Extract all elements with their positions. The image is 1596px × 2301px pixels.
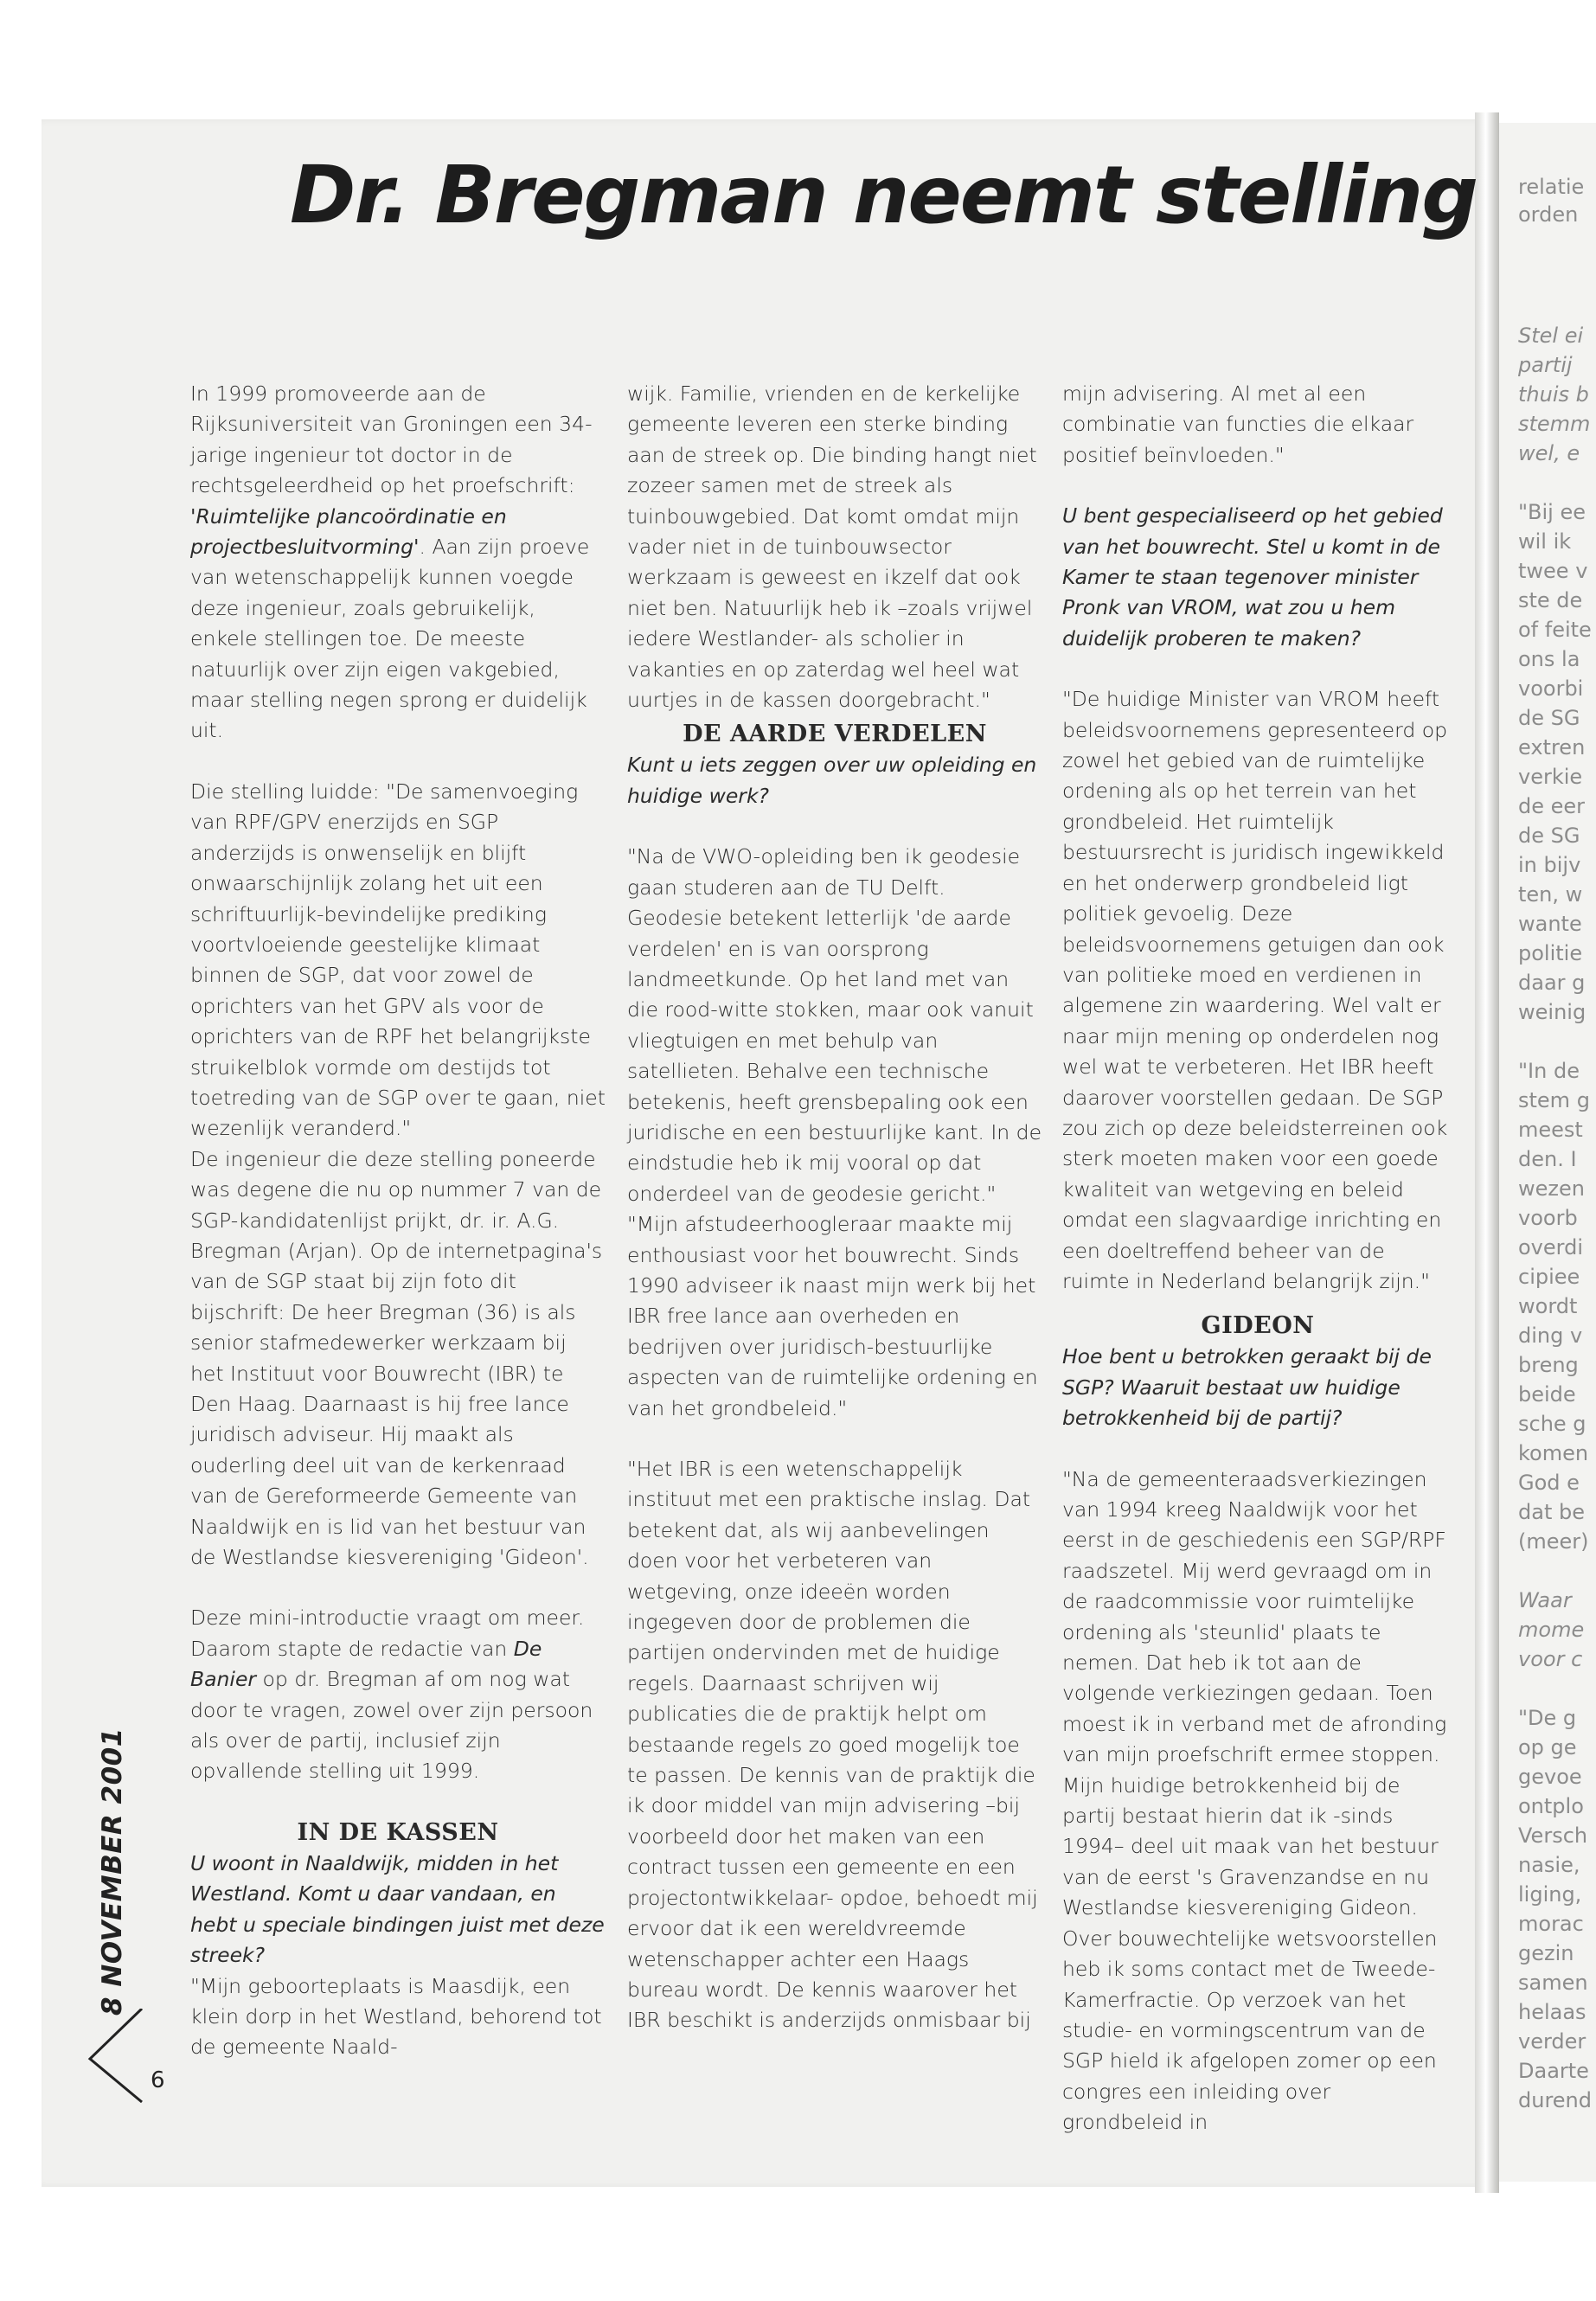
interview-question: Hoe bent u betrokken geraakt bij de SGP? Waaruit bestaat uw huidige betrokkenheid bij de partij? [1062,1344,1432,1431]
next-page-line: twee v [1518,559,1588,583]
body-paragraph: wijk. Familie, vrienden en de kerkelijke gemeente leveren een sterke binding aan de streek op. Die binding hangt niet zozeer samen met de streek als tuinbouwgebied. Dat komt omdat mijn vader niet in de tuinbouwsector werkzaam is geweest en ikzelf dat ook niet ben. Natuurlijk heb ik –zoals vrijwel iedere Westlander- als scholier in vakanties en op zaterdag wel heel wat uurtjes in de kassen doorgebracht." [627,381,1037,713]
next-page-line: op ge [1518,1735,1577,1759]
next-page-line: partij [1518,353,1573,377]
next-page-line: den. I [1518,1147,1577,1171]
text-run: op dr. Bregman af om nog wat door te vragen, zowel over zijn persoon als over de partij, inclusief zijn opvallende stelling uit 1999. [190,1667,593,1784]
next-page-line: breng [1518,1353,1579,1377]
next-page-line: orden [1518,202,1579,227]
next-page-line: gevoe [1518,1765,1582,1789]
next-page-line: liging, [1518,1882,1582,1907]
magazine-name: De Banier [190,1636,542,1692]
next-page-line: thuis b [1518,382,1589,407]
intro-paragraph [190,379,606,747]
body-paragraph: Die stelling luidde: "De samenvoeging van RPF/GPV enerzijds en SGP anderzijds is onwenselijk en blijft onwaarschijnlijk zolang het uit een schriftuurlijk-bevindelijke prediking voortvloeiende geestelijke klimaat binnen de SGP, dat voor zowel de oprichters van het GPV als voor de oprichters van de RPF het belangrijkste struikelblok vormde om destijds tot toetreding van de SGP over te gaan, niet wezenlijk veranderd." [190,779,606,1141]
next-page-line: durend [1518,2088,1592,2112]
page-spine [1475,112,1499,2193]
text-run: Deze mini-introductie vraagt om meer. Daarom stapte de redactie van [190,1606,585,1661]
page-corner-triangle [87,2009,147,2104]
next-page-line: politie [1518,941,1583,965]
interview-question: Kunt u iets zeggen over uw opleiding en huidige werk? [627,753,1037,808]
next-page-line: voorbi [1518,676,1584,701]
next-page-line: komen [1518,1441,1589,1465]
next-page-line: Daarte [1518,2059,1589,2083]
next-page-line: morac [1518,1912,1584,1936]
next-page-line: relatie [1518,175,1585,199]
next-page-line: overdi [1518,1235,1583,1259]
article-column-2 [627,379,1042,2036]
next-page-line: mome [1518,1618,1585,1642]
body-paragraph: "Het IBR is een wetenschappelijk instituut met een praktische inslag. Dat betekent dat, als wij aanbevelingen doen voor het verbeteren van wetgeving, onze ideeën worden ingegeven door de problemen die partijen ondervinden met de huidige regels. Daarnaast schrijven wij publicaties die de praktijk helpt om bestaande regels zo goed mogelijk toe te passen. De kennis van de praktijk die ik door middel van mijn advisering –bij voorbeeld door het maken van een contract tussen een gemeente en een projectontwikkelaar- opdoe, behoedt mij ervoor dat ik een wereldvreemde wetenschapper achter een Haags bureau wordt. De kennis waarover het IBR beschikt is anderzijds onmisbaar bij [627,1457,1038,2033]
next-page-line: ding v [1518,1324,1583,1348]
next-page-line: voorb [1518,1206,1578,1230]
section-heading: IN DE KASSEN [297,1818,499,1846]
body-paragraph: "Mijn geboorteplaats is Maasdijk, een klein dorp in het Westland, behorend tot de gemeente Naald- [190,1973,602,2060]
thesis-title: 'Ruimtelijke plancoördinatie en projectbesluitvorming' [190,503,507,560]
next-page-line: stem g [1518,1088,1590,1112]
text-run: In 1999 promoveerde aan de Rijksuniversiteit van Groningen een 34-jarige ingenieur tot doctor in de rechtsgeleerdheid op het proefschrift: [190,381,593,498]
interview-question: U woont in Naaldwijk, midden in het Westland. Komt u daar vandaan, en hebt u speciale bindingen juist met deze streek? [190,1850,605,1968]
next-page-line: wordt [1518,1294,1578,1318]
next-page-line: ste de [1518,588,1583,612]
next-page-line: gezin [1518,1941,1574,1965]
next-page-line: beide [1518,1382,1576,1407]
interview-question: U bent gespecialiseerd op het gebied van het bouwrecht. Stel u komt in de Kamer te staan tegenover minister Pronk van VROM, wat zou u hem duidelijk proberen te maken? [1062,503,1443,651]
next-page-line: God e [1518,1471,1580,1495]
next-page-line: wel, e [1518,441,1580,465]
next-page-line: meest [1518,1118,1583,1142]
next-page-line: wante [1518,912,1582,936]
body-paragraph: "Na de gemeenteraadsverkiezingen van 1994 kreeg Naaldwijk voor het eerst in de geschiedenis een SGP/RPF raadszetel. Mij werd gevraagd om in de raadcommissie voor ruimtelijke ordening als 'steunlid' plaats te nemen. Dat heb ik tot aan de volgende verkiezingen gedaan. Toen moest ik in verband met de afronding van mijn proefschrift ermee stoppen. Mijn huidige betrokkenheid bij de partij bestaat hierin dat ik -sinds 1994– deel uit maak van het bestuur van de eerst 's Gravenzandse en nu Westlandse kiesvereniging Gideon. Over bouwechtelijke wetsvoorstellen heb ik soms contact met de Tweede-Kamerfractie. Op verzoek van het studie- en vormingscentrum van de SGP hield ik afgelopen zomer op een congres een inleiding over grondbeleid in [1062,1466,1447,2135]
next-page-line: daar g [1518,971,1586,995]
section-heading: GIDEON [1201,1312,1315,1340]
next-page-line: wezen [1518,1176,1585,1201]
next-page-line: samen [1518,1971,1588,1995]
body-paragraph [190,1603,606,1786]
next-page-line: "In de [1518,1059,1580,1083]
next-page-line: (meer) [1518,1529,1589,1554]
next-page-line: cipiee [1518,1265,1580,1289]
next-page-line: "Bij ee [1518,500,1586,524]
next-page-line: ons la [1518,647,1580,671]
next-page-line: dat be [1518,1500,1585,1524]
next-page-line: Waar [1518,1588,1572,1612]
next-page-line: verder [1518,2029,1586,2054]
issue-date: 8 NOVEMBER 2001 [97,1727,128,2016]
next-page-line: extren [1518,735,1586,760]
body-paragraph: mijn advisering. Al met al een combinatie van functies die elkaar positief beïnvloeden." [1062,381,1414,467]
next-page-fragment [1499,123,1596,2182]
next-page-line: nasie, [1518,1853,1580,1877]
next-page-line: in bijv [1518,853,1581,877]
next-page-line: Versch [1518,1823,1588,1848]
next-page-line: sche g [1518,1412,1586,1436]
next-page-line: stemm [1518,412,1591,436]
article-column-3 [1062,379,1453,2138]
next-page-line: voor c [1518,1647,1583,1671]
next-page-line: wil ik [1518,529,1572,554]
next-page-line: verkie [1518,765,1583,789]
next-page-line: ontplo [1518,1794,1584,1818]
next-page-line: de SG [1518,824,1580,848]
page-number: 6 [151,2067,165,2093]
next-page-line: ten, w [1518,882,1583,907]
next-page-line: Stel ei [1518,324,1584,348]
next-page-line: helaas [1518,2000,1586,2024]
next-page-line: de eer [1518,794,1586,818]
next-page-line: "De g [1518,1706,1577,1730]
body-paragraph: De ingenieur die deze stelling poneerde was degene die nu op nummer 7 van de SGP-kandidatenlijst prijkt, dr. ir. A.G. Bregman (Arjan). Op de internetpagina's van de SGP staat bij zijn foto dit bijschrift: De heer Bregman (36) is als senior stafmedewerker werkzaam bij het Instituut voor Bouwrecht (IBR) te Den Haag. Daarnaast is hij free lance juridisch adviseur. Hij maakt als ouderling deel uit van de kerkenraad van de Gereformeerde Gemeente van Naaldwijk en is lid van het bestuur van de Westlandse kiesvereniging 'Gideon'. [190,1146,603,1570]
article-column-1 [190,379,606,2063]
body-paragraph: "De huidige Minister van VROM heeft beleidsvoornemens gepresenteerd op zowel het gebied van de ruimtelijke ordening als op het terrein van het grondbeleid. Het ruimtelijk bestuursrecht is juridisch ingewikkeld en het onderwerp grondbeleid ligt politiek gevoelig. Deze beleidsvoornemens getuigen dan ook van politieke moed en verdienen in algemene zin waardering. Wel valt er naar mijn mening op onderdelen nog wel wat te verbeteren. Het IBR heeft daarover voorstellen gedaan. De SGP zou zich op deze beleidsterreinen ook sterk moeten maken voor een goede kwaliteit van wetgeving en beleid omdat een slagvaardige inrichting en een doeltreffend beheer van de ruimte in Nederland belangrijk zijn." [1062,687,1448,1293]
article-title: Dr. Bregman neemt stelling [290,149,1477,241]
section-heading: DE AARDE VERDELEN [683,721,987,748]
body-paragraph: "Na de VWO-opleiding ben ik geodesie gaan studeren aan de TU Delft. Geodesie betekent letterlijk 'de aarde verdelen' en is van oorsprong landmeetkunde. Op het land met van die rood-witte stokken, maar ook vanuit vliegtuigen en met behulp van satellieten. Behalve een technische betekenis, heeft grensbepaling ook een juridische en een bestuurlijke kant. In de eindstudie heb ik mij vooral op dat onderdeel van de geodesie gericht." [627,844,1042,1206]
text-run: . Aan zijn proeve van wetenschappelijk kunnen voegde deze ingenieur, zoals gebruikelijk, enkele stellingen toe. De meeste natuurlijk over zijn eigen vakgebied, maar stelling negen sprong er duidelijk uit. [190,535,590,743]
next-page-line: de SG [1518,706,1580,730]
body-paragraph: "Mijn afstudeerhoogleraar maakte mij enthousiast voor het bouwrecht. Sinds 1990 adviseer ik naast mijn werk bij het IBR free lance aan overheden en bedrijven over juridisch-bestuurlijke aspecten van de ruimtelijke ordening en van het grondbeleid." [627,1212,1038,1420]
next-page-line: of feite [1518,618,1592,642]
next-page-line: weinig [1518,1000,1586,1024]
